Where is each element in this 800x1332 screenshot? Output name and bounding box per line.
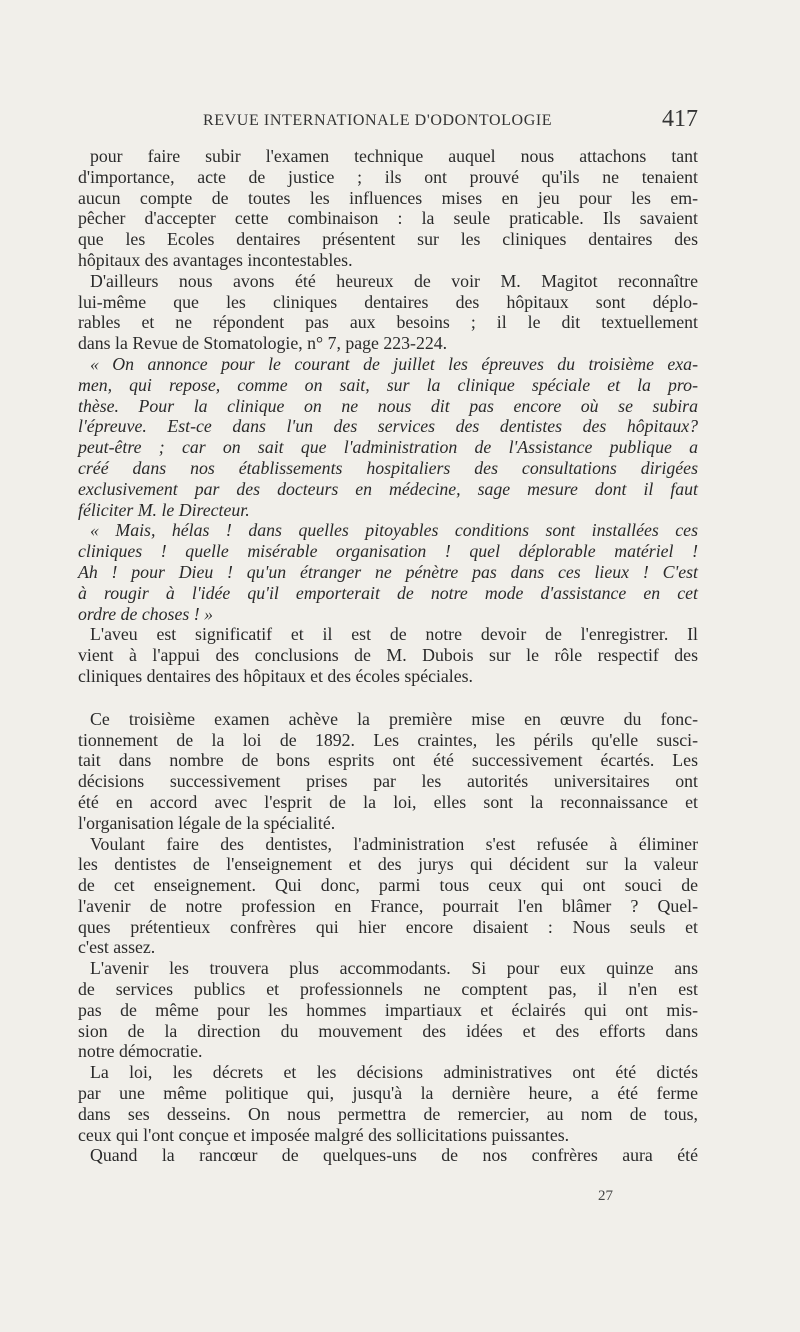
paragraph (78, 834, 698, 959)
text-line: vient à l'appui des conclusions de M. Dubois sur le rôle respectif des (78, 645, 698, 666)
text-line: pour faire subir l'examen technique auquel nous attachons tant (90, 146, 698, 166)
text-line: d'importance, acte de justice ; ils ont prouvé qu'ils ne tenaient (78, 166, 698, 187)
text-line: ceux qui l'ont conçue et imposée malgré des sollicitations puissantes. (78, 1124, 570, 1145)
text-line: tionnement de la loi de 1892. Les craintes, les périls qu'elle susci- (78, 729, 698, 750)
text-line: rables et ne répondent pas aux besoins ; il le dit textuellement (78, 312, 698, 333)
text-line: L'avenir les trouvera plus accommodants. Si pour eux quinze ans (90, 958, 698, 979)
page-number: 417 (662, 106, 698, 132)
text-line: peut-être ; car on sait que l'administration de l'Assistance publique a (78, 437, 698, 458)
text-line: pas de même pour les hommes impartiaux et éclairés qui ont mis- (78, 999, 698, 1020)
text-line: l'avenir de notre profession en France, pourrait l'en blâmer ? Quel- (78, 895, 698, 916)
text-line: tait dans nombre de bons esprits ont été successivement écartés. Les (78, 750, 698, 771)
text-line: par une même politique qui, jusqu'à la dernière heure, a été ferme (78, 1083, 698, 1104)
running-head: REVUE INTERNATIONALE D'ODONTOLOGIE (203, 112, 553, 129)
text-line: ques prétentieux confrères qui hier encore disaient : Nous seuls et (78, 916, 698, 937)
text-line: sion de la direction du mouvement des idées et des efforts dans (78, 1020, 698, 1041)
text-line: Ah ! pour Dieu ! qu'un étranger ne pénètre pas dans ces lieux ! C'est (78, 561, 698, 582)
text-line: « Mais, hélas ! dans quelles pitoyables conditions sont installées ces (90, 520, 698, 541)
text-line: ordre de choses ! » (78, 603, 213, 624)
quoted-paragraph (78, 520, 698, 624)
text-line: aucun compte de toutes les influences mises en jeu pour les em- (78, 187, 698, 208)
text-line: L'aveu est significatif et il est de notre devoir de l'enregistrer. Il (90, 624, 698, 645)
paragraph (78, 958, 698, 1062)
text-line: créé dans nos établissements hospitaliers des consultations dirigées (78, 457, 698, 478)
signature-mark: 27 (598, 1188, 613, 1204)
paragraph (78, 624, 698, 686)
paragraph (78, 146, 698, 271)
text-line: Quand la rancœur de quelques-uns de nos confrères aura été (90, 1145, 698, 1166)
text-line: cliniques dentaires des hôpitaux et des écoles spéciales. (78, 665, 474, 686)
text-line: hôpitaux des avantages incontestables. (78, 249, 353, 270)
text-line: men, qui repose, comme on sait, sur la clinique spéciale et la pro- (78, 374, 698, 395)
text-line: les dentistes de l'enseignement et des jurys qui décident sur la valeur (78, 854, 698, 875)
text-line: de services publics et professionnels ne comptent pas, il n'en est (78, 979, 698, 1000)
paragraph (78, 1145, 698, 1166)
paragraph (78, 1062, 698, 1145)
text-line: pêcher d'accepter cette combinaison : la seule praticable. Ils savaient (78, 208, 698, 229)
text-line: c'est assez. (78, 937, 156, 958)
text-line: « On annonce pour le courant de juillet les épreuves du troisième exa- (90, 353, 698, 374)
article-body (78, 146, 698, 1166)
quoted-paragraph (78, 354, 698, 520)
text-line: lui-même que les cliniques dentaires des hôpitaux sont déplo- (78, 291, 698, 312)
text-line: exclusivement par des docteurs en médecine, sage mesure dont il faut (78, 478, 698, 499)
text-line: La loi, les décrets et les décisions administratives ont été dictés (90, 1062, 698, 1083)
paragraph (78, 709, 698, 834)
text-line: de cet enseignement. Qui donc, parmi tous ceux qui ont souci de (78, 875, 698, 896)
text-line: décisions successivement prises par les autorités universitaires ont (78, 771, 698, 792)
text-line: été en accord avec l'esprit de la loi, elles sont la reconnaissance et (78, 791, 698, 812)
text-line: dans ses desseins. On nous permettra de remercier, au nom de tous, (78, 1103, 698, 1124)
paragraph (78, 271, 698, 354)
text-line: que les Ecoles dentaires présentent sur les cliniques dentaires des (78, 229, 698, 250)
page-header (78, 106, 698, 136)
text-line: Ce troisième examen achève la première mise en œuvre du fonc- (90, 708, 698, 729)
text-line: notre démocratie. (78, 1041, 203, 1062)
text-line: féliciter M. le Directeur. (78, 499, 250, 520)
text-line: Voulant faire des dentistes, l'administration s'est refusée à éliminer (90, 833, 698, 854)
text-line: thèse. Pour la clinique on ne nous dit pas encore où se subira (78, 395, 698, 416)
text-line: cliniques ! quelle misérable organisation ! quel déplorable matériel ! (78, 541, 698, 562)
text-line: à rougir à l'idée qu'il emporterait de notre mode d'assistance en cet (78, 582, 698, 603)
section-gap (78, 687, 698, 709)
text-line: l'organisation légale de la spécialité. (78, 812, 336, 833)
text-line: D'ailleurs nous avons été heureux de voir M. Magitot reconnaître (90, 270, 698, 291)
text-line: dans la Revue de Stomatologie, n° 7, page 223-224. (78, 333, 448, 354)
text-line: l'épreuve. Est-ce dans l'un des services des dentistes des hôpitaux? (78, 416, 698, 437)
